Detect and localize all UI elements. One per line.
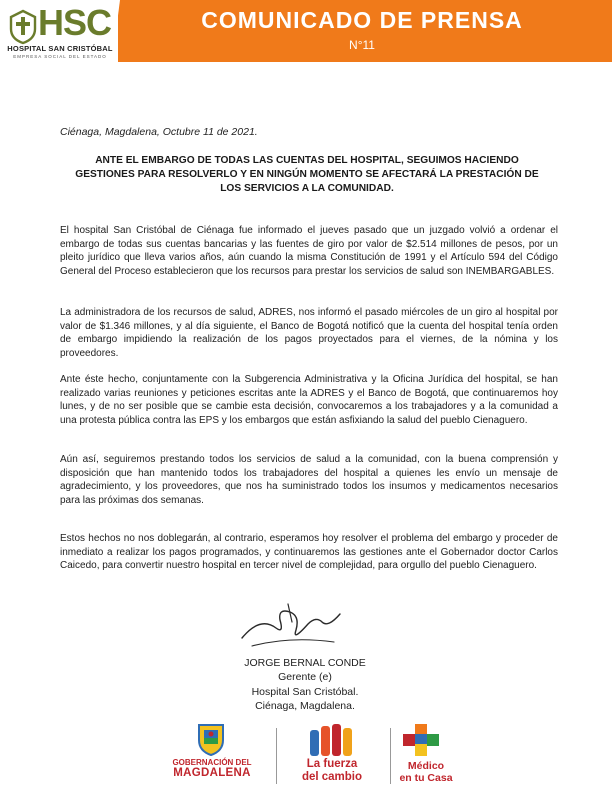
logo-subtitle: EMPRESA SOCIAL DEL ESTADO [13, 54, 107, 59]
press-headline: ANTE EL EMBARGO DE TODAS LAS CUENTAS DEL HOSPITAL, SEGUIMOS HACIENDO GESTIONES PARA RESOLVERLO Y EN NINGÚN MOMENTO SE AFECTARÁ LA PRESTACIÓN DE LOS SERVICIOS A LA COMUNIDAD. [75, 155, 539, 194]
paragraph-2: La administradora de los recursos de salud, ADRES, nos informó el pasado miércoles de un giro al hospital por valor de $1.346 millones, y al día siguiente, el Banco de Bogotá notificó que la cuenta del hospital tenía orden de embargo impidiendo la realización de los pagos proyectados para el viernes, de la nómina y los proveedores. [60, 307, 558, 359]
handwritten-signature [230, 598, 350, 654]
press-release-header [0, 0, 612, 72]
hospital-logo [0, 0, 118, 72]
signature-block [205, 656, 405, 714]
logo-hospital-name: HOSPITAL SAN CRISTÓBAL [7, 44, 113, 53]
medical-cross-icon [401, 722, 441, 758]
gobernacion-label-top: GOBERNACIÓN DEL [172, 758, 252, 767]
paragraph-4: Aún así, seguiremos prestando todos los servicios de salud a la comunidad, con la buena comprensión y disposición que han mantenido todos los trabajadores del hospital a quienes les envío un mensaje de agradecimiento, y los proveedores, que nos ha suministrado todos los insumos y medicamentos necesarios para las próximas dos semanas. [60, 454, 558, 506]
logo-hsc-text: HSC [38, 2, 112, 43]
hospital-emblem-icon [7, 9, 39, 45]
gobernacion-label-bottom: MAGDALENA [173, 767, 251, 779]
press-release-number: N°11 [349, 38, 375, 52]
signer-organization: Hospital San Cristóbal. [251, 685, 359, 698]
signer-name: JORGE BERNAL CONDE [244, 657, 366, 669]
medico-label-bottom: en tu Casa [399, 772, 453, 784]
signer-role: Gerente (e) [278, 671, 332, 684]
paragraph-1: El hospital San Cristóbal de Ciénaga fue informado el jueves pasado que un juzgado volvió a ordenar el embargo de todas sus cuentas bancarias y las fuentes de giro por valor de $2.514 millones de pesos, por un pleito jurídico que lleva varios años, aún cuando la misma Constitución de 1991 y el Artículo 594 del Código General del Proceso establecieron que los recursos para prestar los servicios de salud son INEMBARGABLES. [60, 225, 558, 277]
medico-label-top: Médico [407, 760, 445, 772]
signer-location: Ciénaga, Magdalena. [255, 700, 355, 713]
fuerza-label-top: La fuerza [306, 758, 358, 770]
fuerza-label-bottom: del cambio [301, 771, 363, 783]
paragraph-5: Estos hechos no nos doblegarán, al contrario, esperamos hoy resolver el problema del embargo y proceder de inmediato a realizar los pagos programados, y continuaremos las gestiones ante el Gobernador doctor Carlos Caicedo, para convertir nuestro hospital en tercer nivel de complejidad, para orgullo del pueblo Cienaguero. [60, 533, 558, 572]
press-release-title: COMUNICADO DE PRENSA [201, 7, 523, 33]
paragraph-3: Ante éste hecho, conjuntamente con la Subgerencia Administrativa y la Oficina Jurídica del hospital, se han realizado varias reuniones y peticiones escritas ante la ADRES y el Banco de Bogotá, que continuaremos hoy lunes, y de no ser posible que se cambie esta decisión, convocaremos a los trabajadores y a la comunidad a una protesta pública contra las EPS y los embargos que están asfixiando la salud del pueblo Cienaguero. [60, 374, 558, 426]
dateline: Ciénaga, Magdalena, Octubre 11 de 2021. [60, 126, 258, 138]
raised-fists-icon [304, 722, 360, 760]
gobernacion-shield-icon [196, 722, 226, 756]
footer-divider [276, 728, 277, 784]
